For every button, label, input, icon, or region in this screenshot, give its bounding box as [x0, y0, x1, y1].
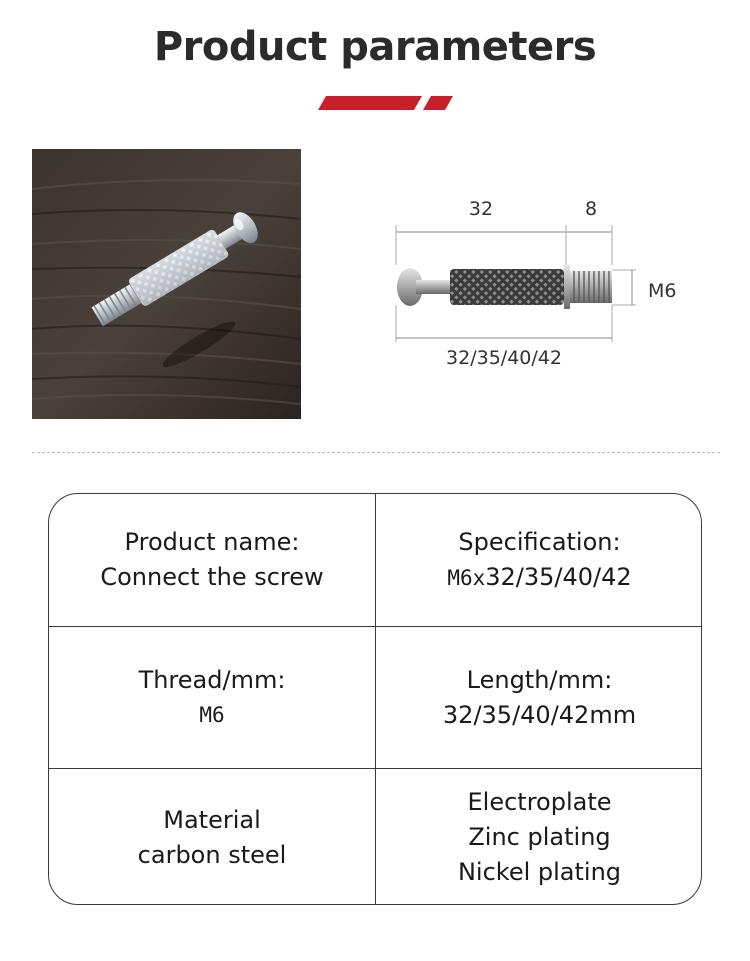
cell-finish [376, 769, 702, 905]
cell-thread [49, 627, 376, 769]
specification-label: Specification: [458, 527, 621, 556]
finish-zinc: Zinc plating [468, 823, 611, 851]
specification-value-line [447, 560, 631, 596]
section-divider [32, 452, 720, 453]
dim-total-label: 32/35/40/42 [446, 347, 562, 369]
thread-value: M6 [199, 702, 225, 727]
product-photo [32, 149, 301, 419]
cell-material [49, 769, 376, 905]
cell-specification [376, 494, 702, 627]
specification-prefix: M6x [447, 565, 486, 590]
cell-length [376, 627, 702, 769]
length-label: Length/mm: [466, 665, 613, 694]
specification-value: 32/35/40/42 [485, 562, 632, 591]
material-label: Material [163, 805, 261, 834]
finish-nickel: Nickel plating [457, 858, 622, 886]
dim-body-label: 32 [468, 198, 494, 220]
dimension-diagram [380, 185, 710, 385]
spec-table [48, 493, 702, 905]
thread-label: Thread/mm: [138, 665, 286, 694]
title-accent-bar [318, 96, 458, 110]
material-value: carbon steel [137, 840, 287, 869]
finish-electroplate: Electroplate [467, 788, 612, 816]
page-title: Product parameters [153, 24, 597, 70]
length-value: 32/35/40/42mm [442, 700, 637, 729]
product-name-value: Connect the screw [100, 563, 324, 591]
dim-thread-label: 8 [584, 198, 598, 220]
dim-thread-size-label: M6 [648, 280, 677, 302]
product-name-label: Product name: [124, 528, 300, 556]
cell-product-name [49, 494, 376, 627]
